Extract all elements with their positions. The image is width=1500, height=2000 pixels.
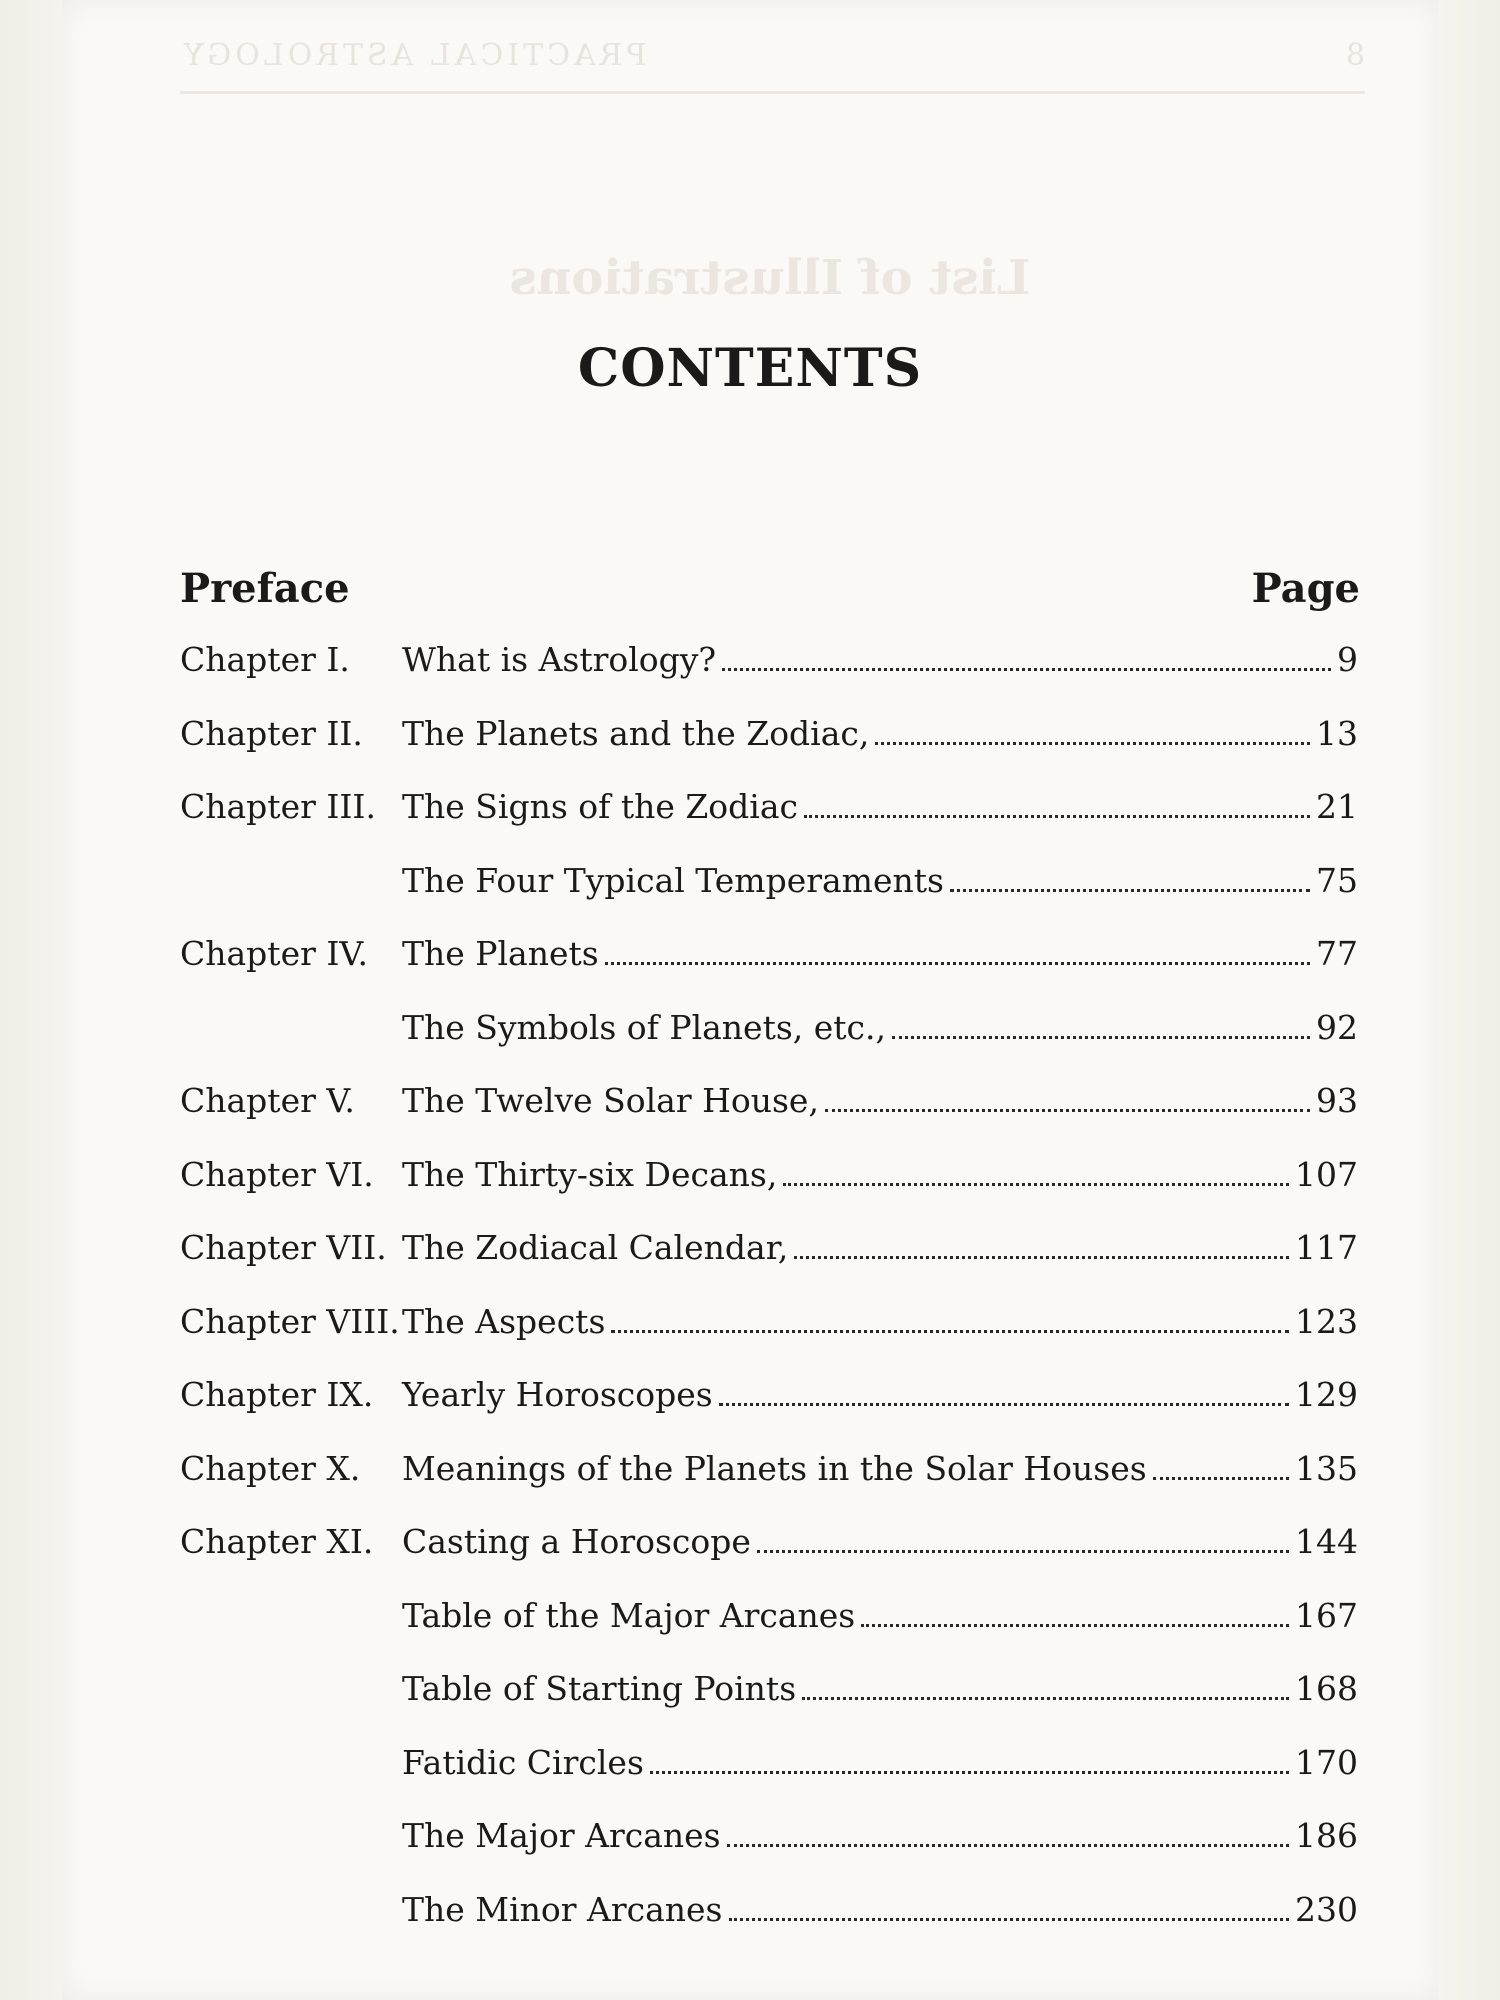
toc-entry-title: The Zodiacal Calendar,: [402, 1228, 789, 1267]
toc-page-number: 21: [1316, 787, 1358, 826]
dot-leader: [875, 742, 1310, 745]
dot-leader: [727, 1844, 1289, 1847]
dot-leader: [722, 668, 1331, 671]
page-edge-right: [1438, 0, 1500, 2000]
toc-entry: [180, 1081, 1358, 1155]
toc-entry-title: The Planets: [402, 934, 599, 973]
dot-leader: [1153, 1477, 1289, 1480]
toc-entry: [180, 1743, 1358, 1817]
toc-page-number: 107: [1295, 1154, 1358, 1194]
toc-entry-title: Yearly Horoscopes: [402, 1375, 713, 1414]
toc-chapter-number: Chapter I.: [180, 640, 350, 679]
toc-entry: [180, 714, 1358, 788]
toc-entry-title: Fatidic Circles: [402, 1742, 644, 1782]
toc-entry: [180, 1596, 1358, 1670]
toc-page-number: 92: [1316, 1007, 1358, 1047]
toc-page-number: 129: [1295, 1375, 1358, 1414]
dot-leader: [794, 1256, 1289, 1259]
toc-page-number: 135: [1295, 1448, 1358, 1488]
dot-leader: [757, 1550, 1289, 1553]
dot-leader: [892, 1036, 1310, 1039]
toc-chapter-number: Chapter IV.: [180, 934, 368, 973]
toc-chapter-number: Chapter X.: [180, 1448, 361, 1488]
toc-entry: [180, 1155, 1358, 1229]
toc-entry: [180, 1669, 1358, 1743]
table-of-contents: [180, 640, 1358, 1963]
toc-page-number: 75: [1316, 860, 1358, 900]
dot-leader: [729, 1918, 1290, 1921]
toc-entry: [180, 1302, 1358, 1376]
toc-page-number: 123: [1295, 1301, 1358, 1341]
show-through-title: List of Illustrations: [509, 250, 1031, 306]
contents-header-row: [180, 565, 1360, 612]
toc-entry-title: The Symbols of Planets, etc.,: [402, 1007, 887, 1047]
toc-entry: [180, 787, 1358, 861]
toc-entry-title: The Twelve Solar House,: [402, 1081, 819, 1120]
toc-page-number: 170: [1295, 1742, 1358, 1782]
toc-chapter-number: Chapter II.: [180, 713, 363, 753]
toc-entry-title: The Signs of the Zodiac: [402, 787, 798, 826]
toc-entry-title: Casting a Horoscope: [402, 1522, 751, 1561]
toc-page-number: 77: [1316, 934, 1358, 973]
toc-entry: [180, 1008, 1358, 1082]
dot-leader: [719, 1403, 1289, 1406]
toc-entry: [180, 640, 1358, 714]
toc-entry-title: The Aspects: [402, 1301, 606, 1341]
toc-entry: [180, 861, 1358, 935]
page-edge-left: [0, 0, 62, 2000]
dot-leader: [861, 1624, 1289, 1627]
dot-leader: [650, 1771, 1289, 1774]
page-title: CONTENTS: [577, 338, 923, 399]
dot-leader: [804, 815, 1310, 818]
toc-page-number: 167: [1295, 1595, 1358, 1635]
toc-entry-title: The Minor Arcanes: [402, 1889, 723, 1929]
show-through-header: [180, 38, 1365, 94]
toc-entry-title: Table of Starting Points: [402, 1669, 797, 1708]
toc-entry-title: The Planets and the Zodiac,: [402, 713, 870, 753]
toc-page-number: 117: [1295, 1228, 1358, 1267]
toc-chapter-number: Chapter V.: [180, 1081, 355, 1120]
toc-page-number: 168: [1295, 1669, 1358, 1708]
preface-label: Preface: [180, 565, 350, 612]
toc-page-number: 9: [1337, 640, 1358, 679]
dot-leader: [611, 1330, 1289, 1333]
page-column-label: Page: [1251, 565, 1360, 612]
toc-chapter-number: Chapter VI.: [180, 1154, 374, 1194]
toc-entry-title: The Four Typical Temperaments: [402, 860, 944, 900]
toc-entry-title: The Major Arcanes: [402, 1816, 721, 1855]
toc-entry: [180, 1228, 1358, 1302]
dot-leader: [605, 962, 1310, 965]
toc-entry-title: The Thirty-six Decans,: [402, 1154, 778, 1194]
toc-page-number: 186: [1295, 1816, 1358, 1855]
toc-chapter-number: Chapter III.: [180, 787, 376, 826]
toc-entry: [180, 1816, 1358, 1890]
toc-chapter-number: Chapter XI.: [180, 1522, 374, 1561]
toc-entry: [180, 1449, 1358, 1523]
dot-leader: [825, 1109, 1310, 1112]
dot-leader: [802, 1697, 1289, 1700]
toc-page-number: 144: [1295, 1522, 1358, 1561]
toc-page-number: 93: [1316, 1081, 1358, 1120]
toc-entry: [180, 1375, 1358, 1449]
toc-page-number: 230: [1295, 1889, 1358, 1929]
toc-entry: [180, 1890, 1358, 1964]
show-through-page-number: 8: [1341, 38, 1365, 73]
toc-chapter-number: Chapter VIII.: [180, 1301, 400, 1341]
toc-entry: [180, 1522, 1358, 1596]
toc-entry-title: What is Astrology?: [402, 640, 717, 679]
toc-chapter-number: Chapter VII.: [180, 1228, 387, 1267]
toc-chapter-number: Chapter IX.: [180, 1375, 374, 1414]
toc-entry: [180, 934, 1358, 1008]
dot-leader: [783, 1183, 1289, 1186]
dot-leader: [950, 889, 1310, 892]
toc-entry-title: Meanings of the Planets in the Solar Houses: [402, 1448, 1147, 1488]
show-through-running-head: PRACTICAL ASTROLOGY: [180, 38, 647, 73]
toc-page-number: 13: [1316, 713, 1358, 753]
toc-entry-title: Table of the Major Arcanes: [402, 1595, 856, 1635]
